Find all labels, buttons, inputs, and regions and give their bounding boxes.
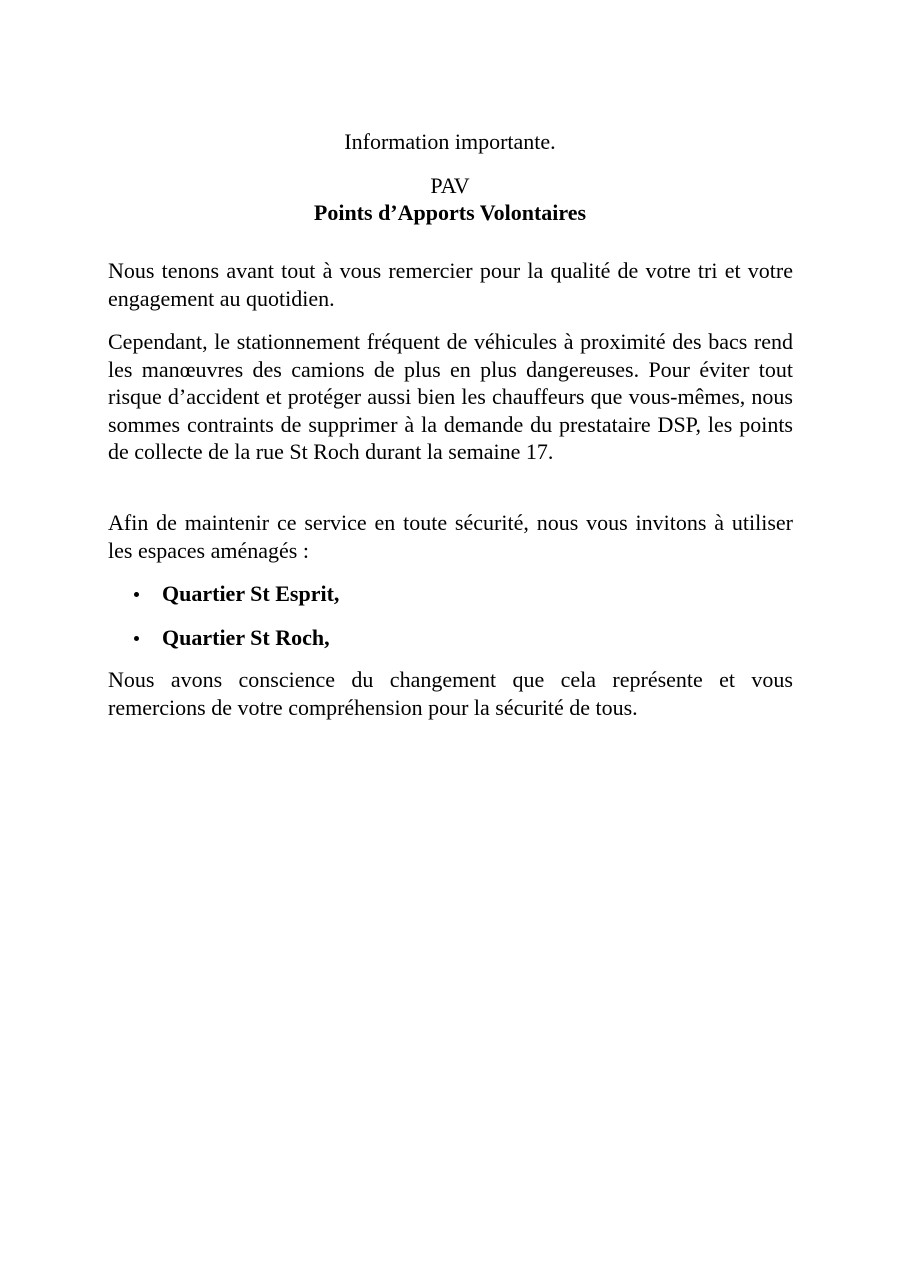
closing-paragraph: Nous avons conscience du changement que cela représente et vous remercions de votre compréhension pour la sécurité de tous.	[108, 667, 793, 720]
location-label: Quartier St Roch,	[162, 625, 330, 650]
document-title: Information importante.	[344, 129, 556, 154]
notice-paragraph: Cependant, le stationnement fréquent de véhicules à proximité des bacs rend les manœuvres des camions de plus en plus dangereuses. Pour éviter tout risque d’accident et protéger aussi bien les chauffeurs que vous-mêmes, nous sommes contraints de supprimer à la demande du prestataire DSP, les points de collecte de la rue St Roch durant la semaine 17.	[108, 329, 793, 464]
location-list	[108, 624, 793, 652]
location-list	[108, 580, 793, 608]
subtitle-heading: Points d’Apports Volontaires	[313, 200, 587, 225]
bullet-icon	[134, 592, 139, 597]
list-item	[108, 624, 793, 652]
thanks-paragraph: Nous tenons avant tout à vous remercier pour la qualité de votre tri et votre engagement au quotidien.	[108, 258, 793, 311]
location-label: Quartier St Esprit,	[162, 581, 340, 606]
invitation-paragraph: Afin de maintenir ce service en toute sécurité, nous vous invitons à utiliser les espaces aménagés :	[108, 510, 793, 563]
bullet-icon	[134, 636, 139, 641]
acronym-heading: PAV	[430, 173, 470, 198]
list-item	[108, 580, 793, 608]
